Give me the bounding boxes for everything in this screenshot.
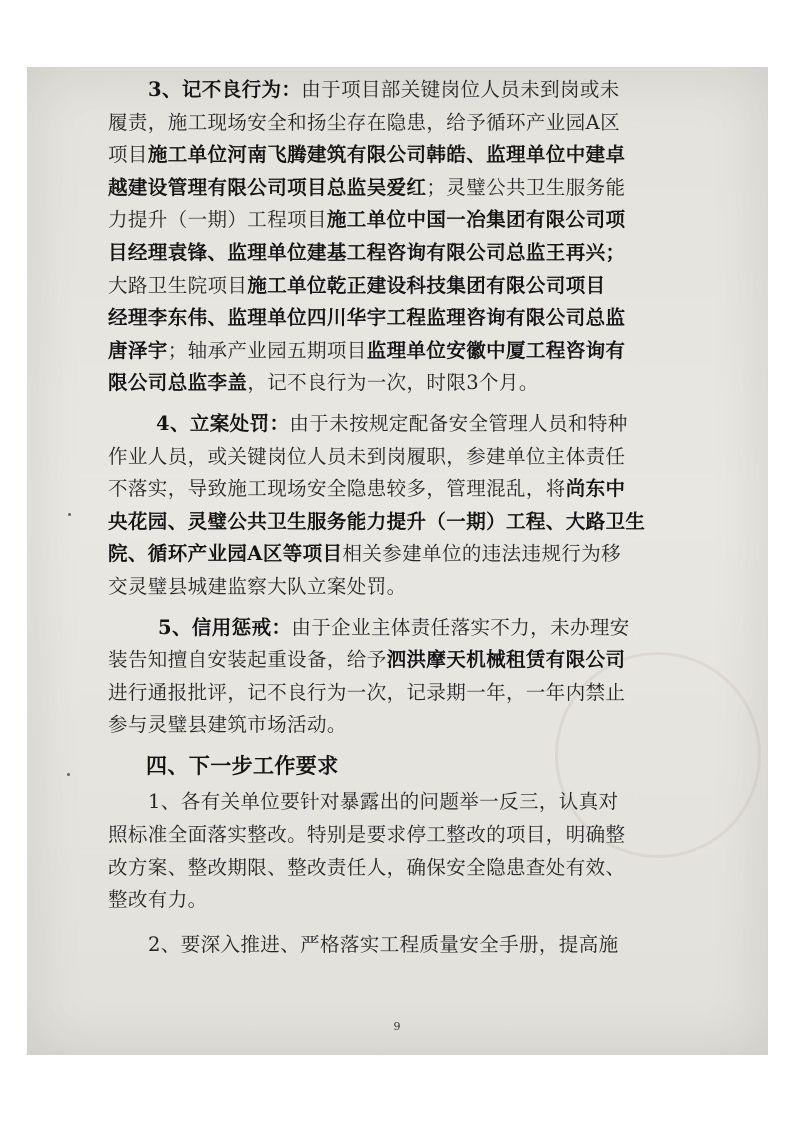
text-line: 央花园、灵璧公共卫生服务能力提升（一期）工程、大路卫生 — [108, 509, 646, 533]
requirement-1 — [108, 786, 688, 916]
text-line: 3、记不良行为：由于项目部关键岗位人员未到岗或未 — [148, 78, 620, 101]
text-line: 履责，施工现场安全和扬尘存在隐患，给予循环产业园A区 — [108, 110, 620, 134]
text-line: 作业人员，或关键岗位人员未到岗履职，参建单位主体责任 — [108, 444, 626, 468]
text-line: 项目施工单位河南飞腾建筑有限公司韩皓、监理单位中建卓 — [108, 143, 626, 167]
text-line: 不落实，导致施工现场安全隐患较多，管理混乱，将尚东中 — [108, 477, 626, 501]
text-line: 2、要深入推进、严格落实工程质量安全手册，提高施 — [148, 932, 619, 956]
text-line: 经理李东伟、监理单位四川华宇工程监理咨询有限公司总监 — [108, 306, 626, 330]
paragraph-bad-record — [108, 74, 688, 400]
text-line: 改方案、整改期限、整改责任人，确保安全隐患查处有效、 — [108, 855, 626, 879]
text-line: 照标准全面落实整改。特别是要求停工整改的项目，明确整 — [108, 823, 626, 847]
text-line: 限公司总监李盖，记不良行为一次，时限3个月。 — [108, 371, 539, 395]
text-line: 参与灵璧县建筑市场活动。 — [108, 713, 347, 737]
text-line: 越建设管理有限公司项目总监吴爱红；灵璧公共卫生服务能 — [108, 175, 626, 199]
section-heading: 四、下一步工作要求 — [146, 752, 339, 778]
text-line: 院、循环产业园A区等项目相关参建单位的违法违规行为移 — [108, 542, 622, 566]
text-line: 力提升（一期）工程项目施工单位中国一冶集团有限公司项 — [108, 208, 626, 232]
document-body — [108, 74, 688, 961]
requirement-2 — [108, 929, 688, 962]
text-line: 交灵璧县城建监察大队立案处罚。 — [108, 574, 407, 598]
text-line: 1、各有关单位要针对暴露出的问题举一反三，认真对 — [148, 790, 619, 814]
paragraph-case-penalty — [108, 408, 688, 604]
text-line: 大路卫生院项目施工单位乾正建设科技集团有限公司项目 — [108, 273, 606, 297]
text-line: 5、信用惩戒：由于企业主体责任落实不力，未办理安 — [158, 615, 630, 639]
text-line: 装告知擅自安装起重设备，给予泗洪摩天机械租赁有限公司 — [108, 648, 626, 672]
text-line: 唐泽宇；轴承产业园五期项目监理单位安徽中厦工程咨询有 — [108, 338, 626, 362]
speck — [68, 513, 71, 516]
text-line: 进行通报批评，记不良行为一次，记录期一年，一年内禁止 — [108, 680, 626, 704]
text-line: 目经理袁锋、监理单位建基工程咨询有限公司总监王再兴； — [108, 240, 626, 264]
text-line: 整改有力。 — [108, 888, 208, 912]
page-number: 9 — [393, 1020, 401, 1033]
text-line: 4、立案处罚：由于未按规定配备安全管理人员和特种 — [156, 411, 628, 435]
paragraph-credit-discipline — [108, 612, 688, 742]
speck — [67, 773, 70, 776]
